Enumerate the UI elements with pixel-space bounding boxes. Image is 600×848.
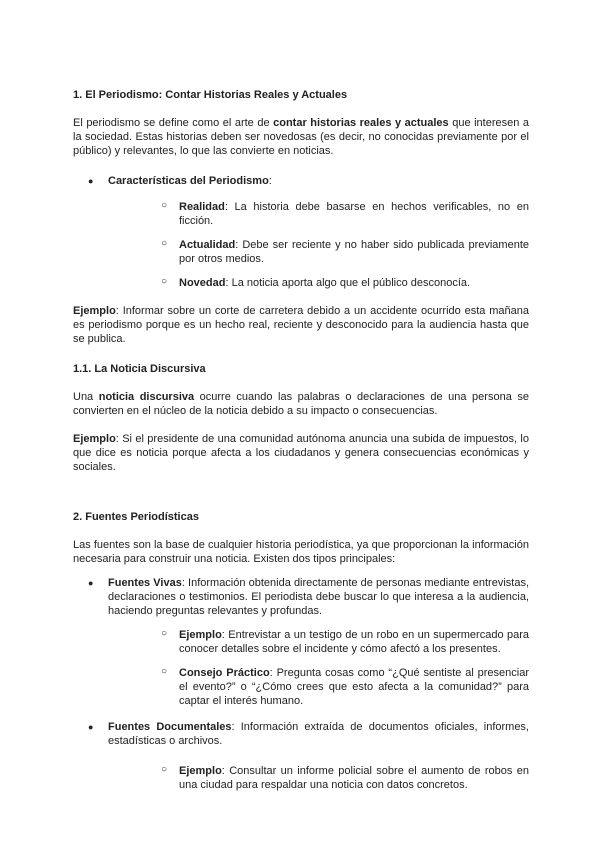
intro-text-c: que interesen a la sociedad. Estas historias deben ser novedosas (es decir, no conocidas previamente por el público) y relevantes, lo que las convierte en noticias. <box>73 117 529 157</box>
intro-bold: contar historias reales y actuales <box>273 117 449 129</box>
para-bold: noticia discursiva <box>98 391 195 403</box>
bullet-circle-icon: ○ <box>161 200 168 211</box>
item-text: : Entrevistar a un testigo de un robo en un supermercado para conocer detalles sobre el incidente y cómo afectó a los presentes. <box>179 629 529 655</box>
list-item <box>73 720 529 792</box>
bullet-disc-icon: ● <box>88 176 94 186</box>
example-label: Ejemplo <box>73 433 116 445</box>
item-term: Fuentes Documentales <box>108 721 232 733</box>
bullet-disc-icon: ● <box>88 578 94 588</box>
example-text: : Si el presidente de una comunidad autónoma anuncia una subida de impuestos, lo que dice es noticia porque afecta a los ciudadanos y genera consecuencias económicas y sociales. <box>73 433 529 473</box>
example-text: : Informar sobre un corte de carretera debido a un accidente ocurrido esta mañana es periodismo porque es un hecho real, reciente y desconocido para la audiencia hasta que se publica. <box>73 305 529 345</box>
item-text: : La historia debe basarse en hechos verificables, no en ficción. <box>179 201 529 227</box>
bullet-circle-icon: ○ <box>161 628 168 639</box>
section-1-1-example <box>73 432 529 474</box>
document-page <box>73 88 529 792</box>
item-term: Novedad <box>179 277 226 289</box>
item-text: : Información extraída de documentos oficiales, informes, estadísticas o archivos. <box>108 721 529 747</box>
bullet-circle-icon: ○ <box>161 276 168 287</box>
item-term: Actualidad <box>179 239 236 251</box>
item-term: Consejo Práctico <box>179 667 270 679</box>
list-item <box>73 174 529 290</box>
list-item <box>108 200 529 228</box>
item-text: : Debe ser reciente y no haber sido publicada previamente por otros medios. <box>179 239 529 265</box>
item-term: Fuentes Vivas <box>108 577 182 589</box>
item-text: : Consultar un informe policial sobre el aumento de robos en una ciudad para respaldar una noticia con datos concretos. <box>179 765 529 791</box>
para-text-c: ocurre cuando las palabras o declaraciones de una persona se convierten en el núcleo de la noticia debido a su impacto o consecuencias. <box>73 391 529 417</box>
section-2-intro: Las fuentes son la base de cualquier historia periodística, ya que proporcionan la información necesaria para construir una noticia. Existen dos tipos principales: <box>73 539 529 565</box>
item-text: : La noticia aporta algo que el público desconocía. <box>225 277 471 289</box>
sources-list <box>73 576 529 792</box>
list-item <box>73 576 529 708</box>
section-1-example <box>73 304 529 346</box>
list-item <box>108 666 529 708</box>
bullet-disc-icon: ● <box>88 722 94 732</box>
list-item <box>108 276 529 290</box>
example-label: Ejemplo <box>73 305 116 317</box>
bullet-circle-icon: ○ <box>161 666 168 677</box>
list-item <box>108 238 529 266</box>
section-2-heading: 2. Fuentes Periodísticas <box>73 511 199 523</box>
characteristics-list <box>73 174 529 290</box>
item-text: : Información obtenida directamente de personas mediante entrevistas, declaraciones o testimonios. El periodista debe buscar lo que interesa a la audiencia, haciendo preguntas relevantes y profundas. <box>108 577 529 617</box>
characteristics-title: Características del Periodismo <box>108 175 269 187</box>
list-item <box>108 628 529 656</box>
intro-text-a: El periodismo se define como el arte de <box>73 117 274 129</box>
item-term: Ejemplo <box>179 765 222 777</box>
item-term: Realidad <box>179 201 225 213</box>
colon: : <box>268 175 272 187</box>
section-1-intro <box>73 116 529 158</box>
item-text: : Pregunta cosas como “¿Qué sentiste al presenciar el evento?” o “¿Cómo crees que esto afecta a la comunidad?” para captar el interés humano. <box>179 667 530 707</box>
section-1-1-heading: 1.1. La Noticia Discursiva <box>73 363 206 375</box>
section-1-1-paragraph <box>73 390 529 418</box>
para-text-a: Una <box>73 391 99 403</box>
list-item <box>108 764 529 792</box>
bullet-circle-icon: ○ <box>161 238 168 249</box>
section-1-heading: 1. El Periodismo: Contar Historias Reales y Actuales <box>73 89 348 101</box>
item-term: Ejemplo <box>179 629 222 641</box>
bullet-circle-icon: ○ <box>161 764 168 775</box>
